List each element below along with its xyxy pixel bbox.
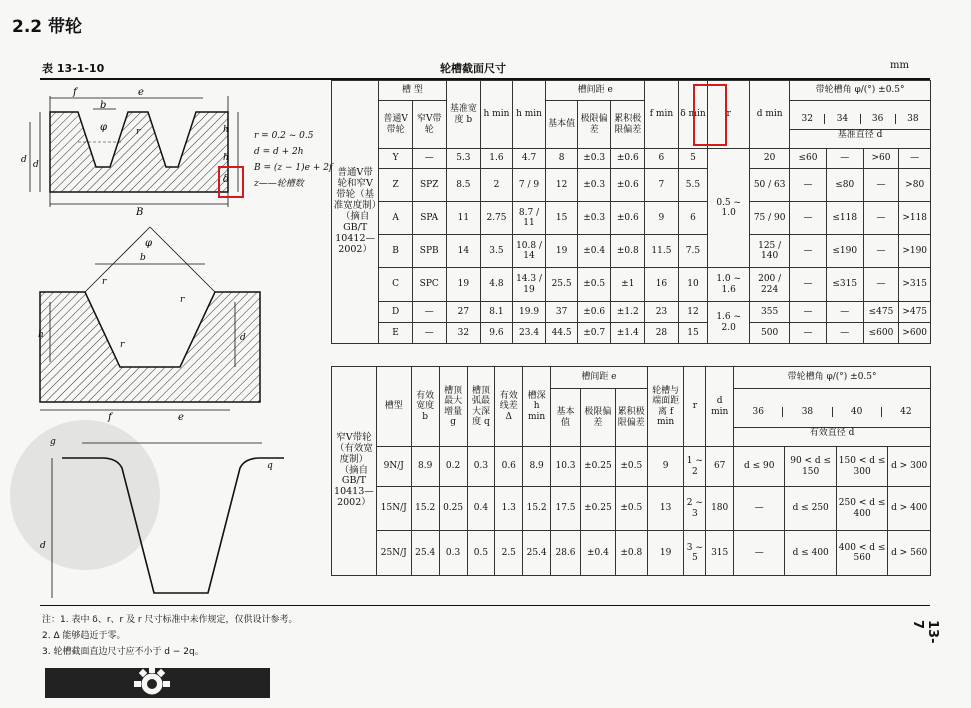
- phi-42-2: 42: [900, 406, 912, 417]
- r2-value-2: 1.0 ~ 1.6: [708, 268, 750, 302]
- header-narrow: 窄V带轮: [412, 101, 446, 149]
- header-phi-2: 带轮槽角 φ/(°) ±0.5°: [734, 367, 931, 389]
- header-dbase-2: 有效直径 d: [809, 427, 855, 438]
- page-number: 13-7: [910, 620, 940, 644]
- label-g: g: [50, 437, 56, 447]
- header-dbase: 基准直径 d: [837, 129, 883, 140]
- formula-da: d = d + 2h: [254, 147, 304, 157]
- header-dd: d min: [750, 81, 790, 149]
- header-e-cum: 累积极限偏差: [611, 101, 645, 149]
- header-e-2: 槽间距 e: [551, 367, 648, 389]
- highlight-delta-diagram: [218, 166, 244, 198]
- note-3: 3. 轮槽截面直边尺寸应不小于 d − 2q。: [42, 647, 204, 657]
- formula-B: B = (z − 1)e + 2f: [254, 163, 333, 173]
- header-groove: 槽 型: [379, 81, 446, 101]
- header-ha: h min: [481, 81, 513, 149]
- label-B: B: [136, 207, 144, 217]
- formula-r1: r = 0.2 ~ 0.5: [254, 131, 314, 141]
- label-phi-2: φ: [145, 238, 153, 249]
- table-row: D — 27 8.1 19.9 37 ±0.6 ±1.2 23 12 1.6 ~ 2.0 355 — — ≤475 >475: [332, 302, 931, 323]
- formula-z: z——轮槽数: [254, 179, 304, 189]
- phi-36: 36: [861, 114, 896, 124]
- phi-40-2: 40: [833, 407, 882, 417]
- label-r2: r: [120, 340, 125, 350]
- label-delta: δ: [223, 174, 230, 185]
- table-row: E — 32 9.6 23.4 44.5 ±0.7 ±1.4 28 15 500 — — ≤600 >600: [332, 323, 931, 344]
- phi-34: 34: [825, 114, 860, 124]
- label-r1-2: r: [180, 295, 185, 305]
- r2-value-3: 1.6 ~ 2.0: [708, 302, 750, 344]
- label-bd: b: [100, 100, 107, 111]
- gear-icon: [132, 664, 172, 704]
- table-row: 15N/J 15.2 0.25 0.4 1.3 15.2 17.5 ±0.25 ±0.5 13 2 ~ 3 180 — d ≤ 250 250 < d ≤ 400 d > 400: [332, 487, 931, 531]
- group-label-t2: 窄V带轮（有效宽度制）（摘自GB/T 10413—2002）: [332, 367, 377, 576]
- header-f: f min: [645, 81, 679, 149]
- note-2: 2. Δ 能够趋近于零。: [42, 631, 126, 641]
- groove-section-diagram: [30, 222, 270, 422]
- header-hf: h min: [512, 81, 546, 149]
- highlight-delta-column: [693, 84, 727, 146]
- label-ha: h: [223, 125, 229, 135]
- header-hc: 槽深 h min: [523, 367, 551, 447]
- header-e-dev: 极限偏差: [577, 101, 611, 149]
- header-g: 槽顶最大增量 g: [439, 367, 467, 447]
- label-dd: d: [33, 160, 39, 170]
- label-phi: φ: [100, 122, 108, 133]
- label-hc: h: [38, 330, 44, 340]
- table-row: Y — 5.3 1.6 4.7 8 ±0.3 ±0.6 6 5 0.5 ~ 1.0 20 ≤60 — >60 —: [332, 149, 931, 169]
- phi-32: 32: [790, 114, 825, 124]
- header-e-base-2: 基本值: [551, 389, 581, 447]
- label-da: d: [21, 155, 27, 165]
- header-r2: r: [708, 81, 750, 149]
- table-number: 表 13-1-10: [42, 62, 105, 75]
- header-de: d min: [706, 367, 734, 447]
- section-heading: 2.2 带轮: [12, 17, 83, 37]
- header-bd: 基准宽度 b: [446, 81, 481, 149]
- label-hf: h: [223, 153, 229, 163]
- header-r3: r: [684, 367, 706, 447]
- label-dp: d: [240, 333, 246, 343]
- label-e-2: e: [178, 412, 184, 422]
- note-1: 注：1. 表中 δ、r、r 及 r 尺寸标准中未作规定，仅供设计参考。: [42, 615, 298, 625]
- unit-label: mm: [890, 60, 909, 71]
- label-f-2: f: [108, 412, 112, 422]
- header-e-dev-2: 极限偏差: [580, 389, 615, 447]
- header-e-cum-2: 累积极限偏差: [615, 389, 647, 447]
- header-q: 槽顶弧最大深度 q: [467, 367, 495, 447]
- label-de: d: [40, 541, 46, 551]
- bottom-rule: [40, 605, 930, 606]
- label-be: b: [140, 253, 146, 263]
- r2-value-1: 0.5 ~ 1.0: [708, 149, 750, 268]
- phi-36-2: 36: [734, 407, 783, 417]
- phi-38-2: 38: [783, 407, 832, 417]
- table-narrow-v-belt: [331, 366, 931, 576]
- formula-block: [254, 128, 332, 192]
- header-e-base: 基本值: [546, 101, 578, 149]
- header-f-2: 轮槽与端面距离 f min: [647, 367, 684, 447]
- header-delta: δ min: [678, 81, 707, 149]
- phi-38: 38: [907, 113, 919, 124]
- table-row: 25N/J 25.4 0.3 0.5 2.5 25.4 28.6 ±0.4 ±0.8 19 3 ~ 5 315 — d ≤ 400 400 < d ≤ 560 d > 560: [332, 531, 931, 576]
- narrow-v-groove-diagram: [22, 428, 292, 603]
- header-de-dev: 有效线差 Δ: [495, 367, 523, 447]
- table-row: C SPC 19 4.8 14.3 / 19 25.5 ±0.5 ±1 16 10 1.0 ~ 1.6 200 / 224 — ≤315 — >315: [332, 268, 931, 302]
- header-common: 普通V带轮: [379, 101, 413, 149]
- label-e: e: [138, 87, 144, 98]
- label-r3: r: [102, 277, 107, 287]
- table-row: B SPB 14 3.5 10.8 / 14 19 ±0.4 ±0.8 11.5 7.5 125 / 140 — ≤190 — >190: [332, 235, 931, 268]
- header-groove-2: 槽型: [376, 367, 411, 447]
- header-be: 有效宽度 b: [411, 367, 439, 447]
- label-r1: r: [136, 127, 141, 137]
- group-label-t1: 普通V带轮和窄V带轮（基准宽度制）（摘自GB/T 10412—2002）: [332, 81, 379, 344]
- table-title: 轮槽截面尺寸: [440, 62, 506, 75]
- header-e: 槽间距 e: [546, 81, 645, 101]
- label-q: q: [267, 461, 273, 471]
- header-phi: 带轮槽角 φ/(°) ±0.5°: [790, 81, 931, 101]
- label-f: f: [73, 87, 77, 98]
- table-classical-v-belt: [331, 80, 931, 344]
- table-row: 9N/J 8.9 0.2 0.3 0.6 8.9 10.3 ±0.25 ±0.5 9 1 ~ 2 67 d ≤ 90 90 < d ≤ 150 150 < d ≤ 300 d > 300: [332, 447, 931, 487]
- table-row: Z SPZ 8.5 2 7 / 9 12 ±0.3 ±0.6 7 5.5 50 / 63 — ≤80 — >80: [332, 169, 931, 202]
- table-row: A SPA 11 2.75 8.7 / 11 15 ±0.3 ±0.6 9 6 75 / 90 — ≤118 — >118: [332, 202, 931, 235]
